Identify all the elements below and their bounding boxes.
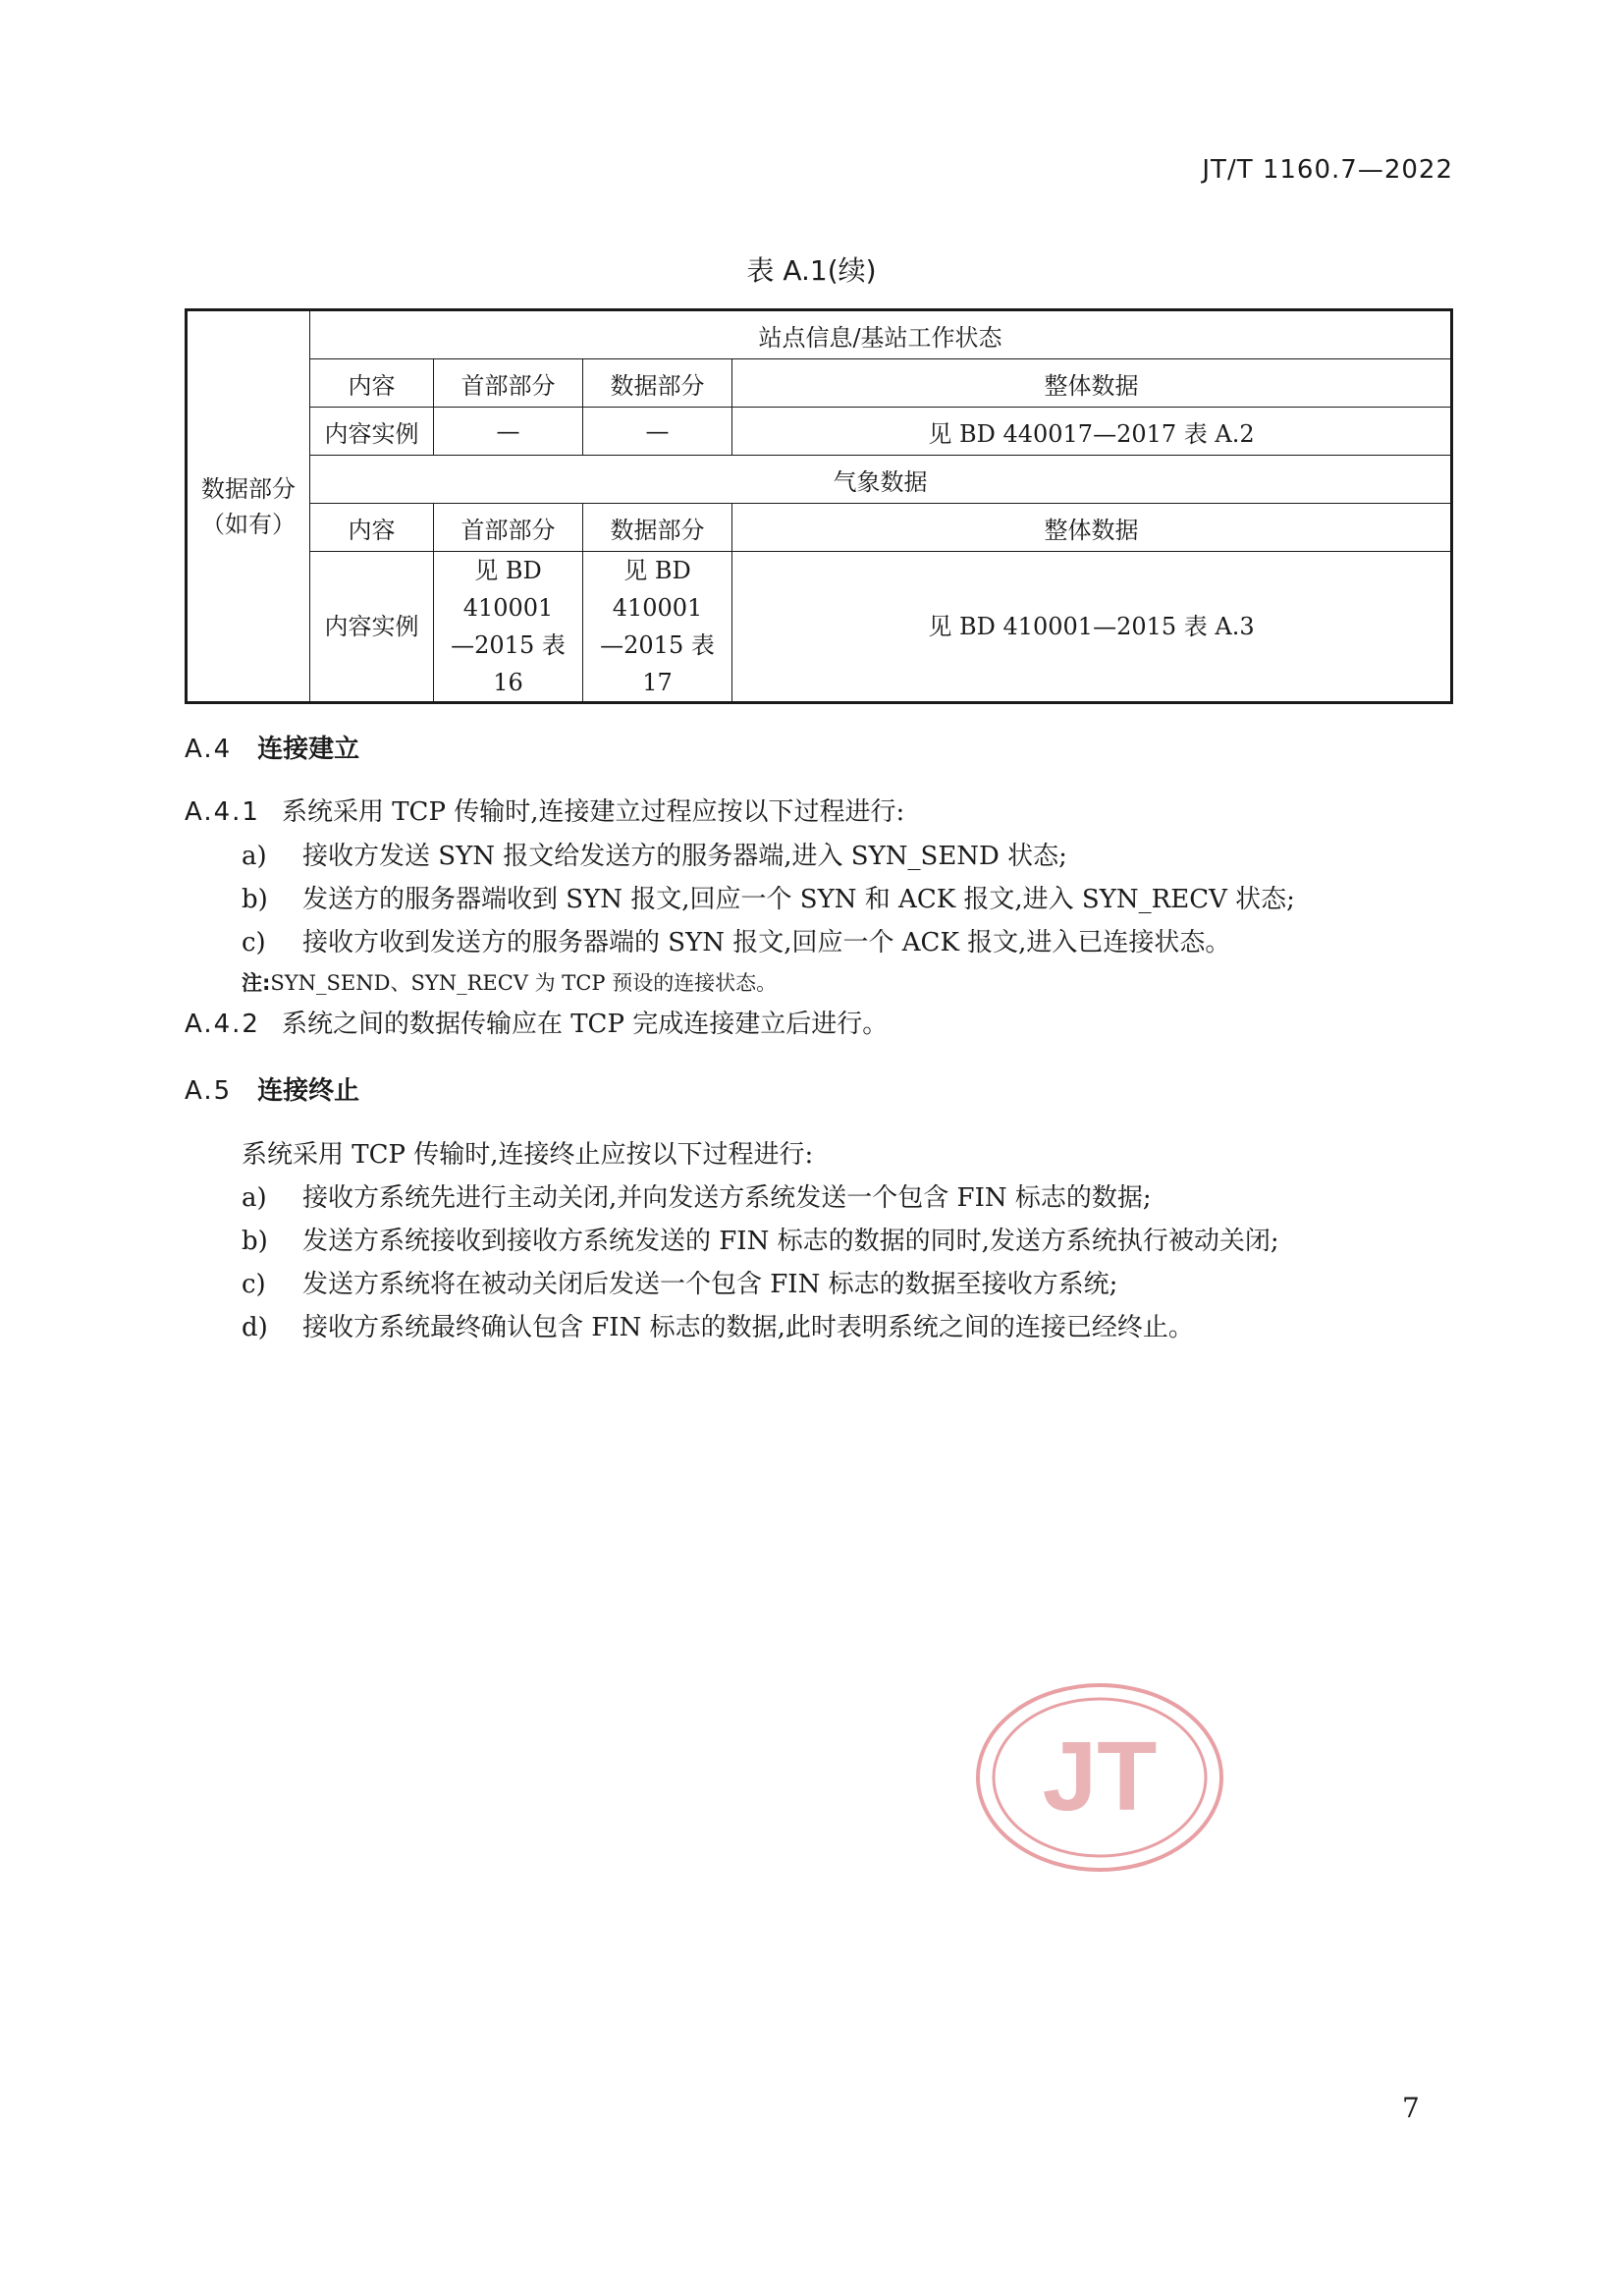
table-cell: — (434, 408, 583, 456)
cell-line: 见 BD 410001 (462, 557, 554, 622)
section-number: A.5 (185, 1076, 233, 1106)
list-label: d) (242, 1313, 268, 1342)
table-cell: 数据部分 (583, 504, 732, 552)
table-cell: 首部部分 (434, 504, 583, 552)
note-text: SYN_SEND、SYN_RECV 为 TCP 预设的连接状态。 (270, 971, 778, 995)
clause-a41 (185, 792, 904, 828)
list-text: 发送方系统接收到接收方系统发送的 FIN 标志的数据的同时,发送方系统执行被动关闭; (302, 1227, 1279, 1256)
cell-line: 见 BD 410001 (612, 557, 703, 622)
note-label: 注: (242, 971, 271, 995)
section-number: A.4 (185, 735, 233, 764)
row-header-line1: 数据部分 (201, 474, 296, 503)
table-cell: — (583, 408, 732, 456)
jt-stamp-logo (972, 1679, 1227, 1876)
table-cell: 首部部分 (434, 359, 583, 408)
clause-number: A.4.1 (185, 797, 260, 827)
list-label: c) (242, 1270, 266, 1299)
list-item (242, 1264, 1117, 1300)
list-item (242, 836, 1067, 872)
list-text: 接收方系统最终确认包含 FIN 标志的数据,此时表明系统之间的连接已经终止。 (302, 1313, 1194, 1342)
page-number: 7 (1402, 2092, 1420, 2124)
document-number: JT/T 1160.7—2022 (1202, 155, 1453, 185)
stamp-text: JT (1042, 1722, 1158, 1831)
row-header-cell (187, 310, 310, 703)
row-header-line2: （如有） (201, 510, 296, 538)
list-text: 接收方收到发送方的服务器端的 SYN 报文,回应一个 ACK 报文,进入已连接状态。 (302, 928, 1231, 957)
section1-title: 站点信息/基站工作状态 (310, 310, 1452, 359)
section-title: 连接建立 (257, 735, 360, 764)
table-cell: 内容实例 (310, 408, 434, 456)
clause-number: A.4.2 (185, 1010, 260, 1039)
section-title: 连接终止 (257, 1076, 360, 1106)
data-table (185, 308, 1453, 704)
list-item (242, 879, 1295, 915)
table-caption: 表 A.1(续) (746, 254, 877, 287)
list-label: b) (242, 885, 268, 914)
a5-intro: 系统采用 TCP 传输时,连接终止应按以下过程进行: (242, 1140, 814, 1170)
list-label: a) (242, 1183, 267, 1213)
table-cell (434, 552, 583, 703)
table-cell: 数据部分 (583, 359, 732, 408)
table-cell: 内容 (310, 359, 434, 408)
table-cell: 内容 (310, 504, 434, 552)
section-a4-heading (185, 729, 359, 765)
cell-line: —2015 表 16 (451, 631, 566, 696)
list-item (242, 922, 1230, 958)
table-cell: 见 BD 410001—2015 表 A.3 (732, 552, 1452, 703)
section-a5-heading (185, 1070, 359, 1107)
clause-text: 系统采用 TCP 传输时,连接建立过程应按以下过程进行: (281, 797, 905, 827)
list-label: b) (242, 1227, 268, 1256)
table-cell: 整体数据 (732, 504, 1452, 552)
table-cell: 见 BD 440017—2017 表 A.2 (732, 408, 1452, 456)
table-cell (583, 552, 732, 703)
section2-title: 气象数据 (310, 456, 1452, 504)
clause-a42 (185, 1004, 888, 1040)
table-cell: 整体数据 (732, 359, 1452, 408)
table-cell: 内容实例 (310, 552, 434, 703)
note (242, 967, 777, 997)
list-item (242, 1307, 1194, 1343)
clause-text: 系统之间的数据传输应在 TCP 完成连接建立后进行。 (281, 1010, 889, 1039)
list-item (242, 1221, 1279, 1257)
list-text: 接收方系统先进行主动关闭,并向发送方系统发送一个包含 FIN 标志的数据; (302, 1183, 1152, 1213)
list-text: 接收方发送 SYN 报文给发送方的服务器端,进入 SYN_SEND 状态; (302, 842, 1067, 871)
list-text: 发送方的服务器端收到 SYN 报文,回应一个 SYN 和 ACK 报文,进入 SYN_RECV 状态; (302, 885, 1295, 914)
cell-line: —2015 表 17 (600, 631, 715, 696)
list-text: 发送方系统将在被动关闭后发送一个包含 FIN 标志的数据至接收方系统; (302, 1270, 1118, 1299)
list-item (242, 1177, 1152, 1214)
list-label: c) (242, 928, 266, 957)
list-label: a) (242, 842, 267, 871)
